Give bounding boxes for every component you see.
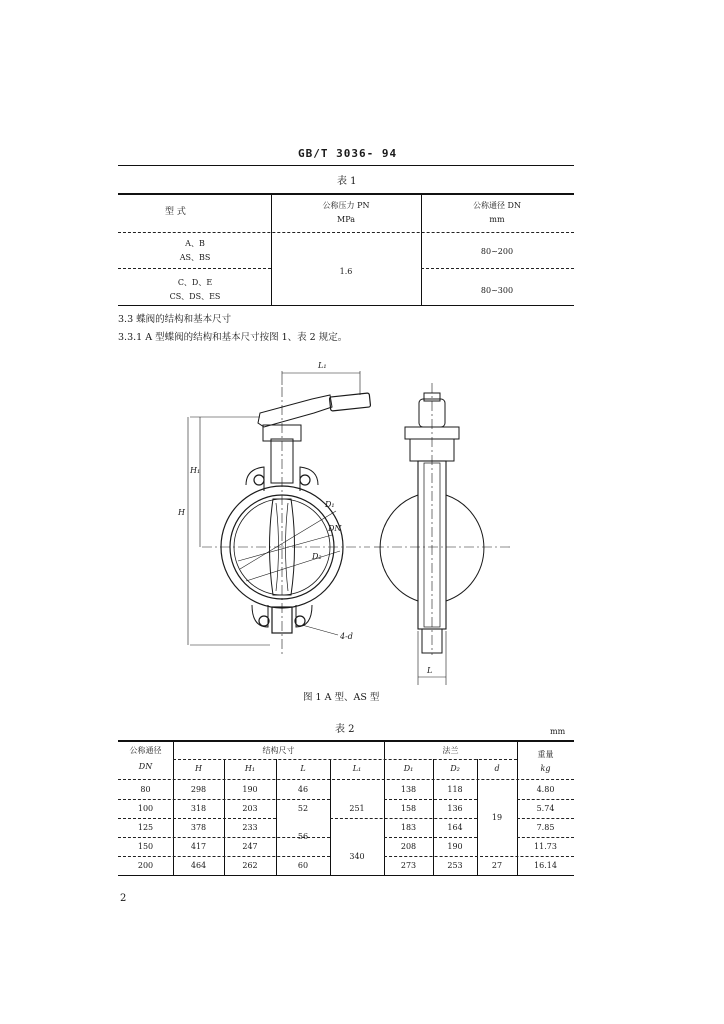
t2-r3-H1: 233 [242, 823, 258, 832]
table1-row2-types-a: C、D、E [177, 278, 213, 287]
t2-head-bottom-rule [118, 779, 574, 780]
table1-row2-types-b: CS、DS、ES [169, 292, 221, 301]
label-H1: H₁ [190, 466, 201, 475]
table1-head-pressure-unit: MPa [337, 215, 355, 224]
t2-r2-H1: 203 [242, 804, 258, 813]
t2-r5-D1: 273 [400, 861, 417, 870]
t2-r4-H1: 247 [242, 842, 258, 851]
label-H: H [178, 508, 185, 517]
t2-r2-H: 318 [190, 804, 207, 813]
label-L: L [427, 666, 433, 675]
t2-sub-L: L [300, 764, 306, 773]
t2-v-h [224, 759, 225, 875]
t2-L1-251: 251 [349, 804, 365, 813]
t2-head-weight: 重量 [537, 750, 554, 759]
t2-r3-D1: 183 [400, 823, 417, 832]
page-number: 2 [120, 893, 127, 904]
t2-row-rule-1c [517, 799, 574, 800]
t2-r2-L: 52 [297, 804, 309, 813]
t2-row-rule-4b [384, 856, 574, 857]
side-view-arc-left [380, 495, 418, 601]
table1-row1-types-b: AS、BS [179, 253, 211, 262]
t2-r5-H: 464 [190, 861, 207, 870]
t2-r1-H: 298 [190, 785, 207, 794]
header-rule [118, 165, 574, 166]
table2-bottom-rule [118, 875, 574, 876]
t2-row-rule-4 [118, 856, 330, 857]
t2-r5-weight: 16.14 [534, 861, 557, 870]
t2-r2-D2: 136 [447, 804, 463, 813]
t2-head-dn: 公称通径 [129, 746, 162, 755]
table2-unit: mm [550, 727, 566, 736]
t2-head-dn-sub: DN [138, 762, 153, 771]
t2-sub-D1: D₁ [403, 764, 414, 773]
t2-r3-weight: 7.85 [536, 823, 555, 832]
table1-vline-2 [421, 195, 422, 305]
t2-row-rule-1 [118, 799, 330, 800]
t2-sub-L1: L₁ [352, 764, 362, 773]
table1-row1-diameter: 80~200 [480, 247, 514, 256]
valve-handle [258, 395, 332, 427]
t2-r3-dn: 125 [137, 823, 154, 832]
t2-r3-H: 378 [190, 823, 207, 832]
table1-head-rule [118, 232, 574, 233]
t2-row-rule-2c [517, 818, 574, 819]
t2-row-rule-2b [330, 818, 477, 819]
t2-head-struct: 结构尺寸 [262, 746, 295, 755]
t2-r4-D1: 208 [400, 842, 417, 851]
t2-r1-D1: 138 [400, 785, 417, 794]
t2-row-rule-1b [384, 799, 477, 800]
t2-head-weight-unit: kg [540, 764, 551, 773]
t2-r2-dn: 100 [137, 804, 154, 813]
valve-drawing [160, 355, 560, 685]
table1-head-pressure: 公称压力 PN [322, 201, 370, 210]
t2-r1-weight: 4.80 [536, 785, 555, 794]
label-L1: L₁ [318, 361, 327, 370]
t2-r2-D1: 158 [400, 804, 417, 813]
table1-row-rule-a [118, 268, 271, 269]
t2-r1-D2: 118 [447, 785, 463, 794]
t2-r5-dn: 200 [137, 861, 154, 870]
t2-row-rule-2 [118, 818, 276, 819]
table1-title: 表 1 [337, 176, 357, 187]
table1-top-rule [118, 193, 574, 195]
table1-head-type: 型 式 [165, 207, 186, 217]
t2-r4-D2: 190 [447, 842, 463, 851]
table1-bottom-rule [118, 305, 574, 306]
standard-number: GB/T 3036- 94 [298, 147, 398, 160]
t2-L-56: 56 [297, 832, 309, 841]
table2-title: 表 2 [335, 724, 355, 735]
table1-head-diameter: 公称通径 DN [473, 201, 521, 210]
t2-r4-weight: 11.73 [534, 842, 557, 851]
section-3-3-1-text: 3.3.1 A 型蝶阀的结构和基本尺寸按图 1、表 2 规定。 [118, 332, 348, 343]
t2-v-d1 [433, 759, 434, 875]
table1-pressure-value: 1.6 [339, 267, 353, 276]
t2-sub-H: H [195, 764, 202, 773]
t2-r3-D2: 164 [447, 823, 463, 832]
table1-row2-diameter: 80~300 [480, 286, 514, 295]
section-3-3-heading: 3.3 蝶阀的结构和基本尺寸 [118, 314, 232, 325]
t2-r1-dn: 80 [140, 785, 151, 794]
t2-r5-L: 60 [297, 861, 309, 870]
t2-L1-340: 340 [349, 852, 365, 861]
t2-r2-weight: 5.74 [536, 804, 555, 813]
t2-v-h1 [276, 759, 277, 875]
table1-vline-1 [271, 195, 272, 305]
t2-r4-H: 417 [190, 842, 207, 851]
figure-caption: 图 1 A 型、AS 型 [303, 692, 380, 703]
t2-r5-D2: 253 [447, 861, 463, 870]
t2-r4-dn: 150 [137, 842, 154, 851]
side-view-arc-right [446, 495, 484, 601]
label-hole: 4-d [340, 632, 353, 641]
t2-d-19: 19 [491, 813, 503, 822]
t2-r1-H1: 190 [242, 785, 258, 794]
table2-top-rule [118, 740, 574, 742]
label-D1: D₁ [325, 500, 335, 509]
table1-head-diameter-unit: mm [489, 215, 505, 224]
t2-head-mid-rule [173, 759, 517, 760]
label-DN: DN [328, 524, 342, 533]
t2-sub-D2: D₂ [450, 764, 460, 773]
table1-row-rule-b [421, 268, 574, 269]
t2-r1-L: 46 [297, 785, 309, 794]
t2-sub-d: d [494, 764, 500, 773]
t2-sub-H1: H₁ [244, 764, 256, 773]
label-D2: D₂ [312, 552, 322, 561]
t2-row-rule-3c [517, 837, 574, 838]
table1-row1-types-a: A、B [185, 239, 205, 248]
t2-r5-H1: 262 [242, 861, 258, 870]
t2-head-flange: 法兰 [442, 746, 459, 755]
t2-d-27: 27 [491, 861, 503, 870]
t2-row-rule-3b [384, 837, 477, 838]
